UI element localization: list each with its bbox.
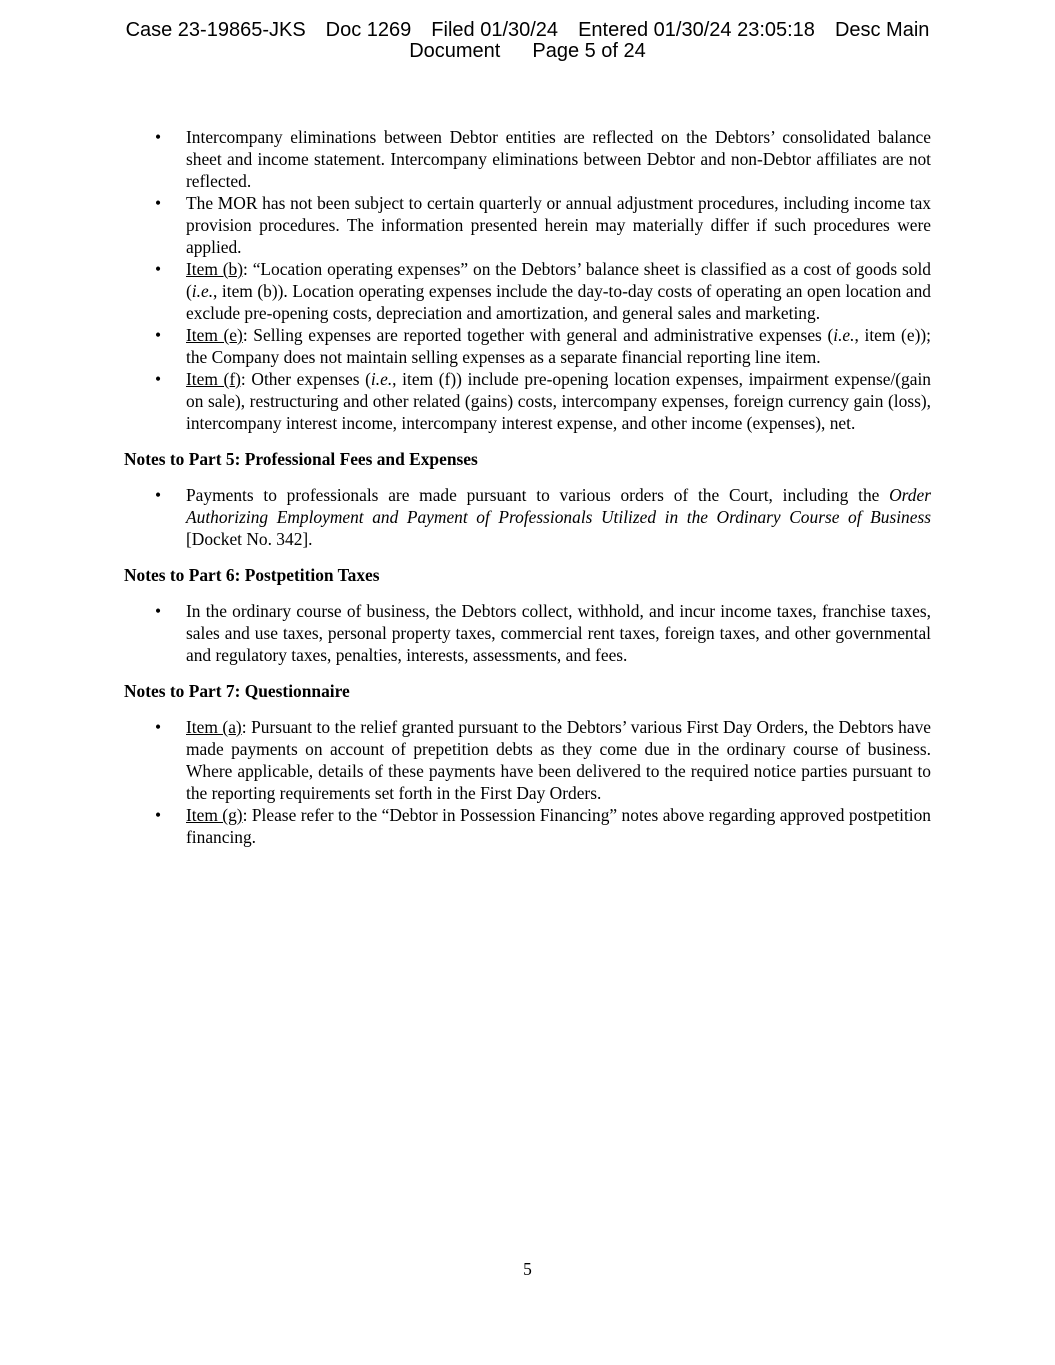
page-number: 5 (523, 1259, 532, 1279)
header-line-1 (0, 20, 1055, 41)
bullet-text: Intercompany eliminations between Debtor entities are reflected on the Debtors’ consolidated balance sheet and income statement. Intercompany eliminations between Debtor and non-Debtor affiliates are not reflected. (186, 127, 931, 191)
italic-text: Order Authorizing Employment and Payment of Professionals Utilized in the Ordinary Course of Business (186, 485, 931, 527)
part-5-bullet-list (124, 484, 931, 550)
section-heading-part-6: Notes to Part 6: Postpetition Taxes (124, 565, 380, 585)
item-label: Item (a) (186, 717, 242, 737)
bullet-icon: • (155, 325, 162, 345)
section-heading-part-5: Notes to Part 5: Professional Fees and Expenses (124, 449, 478, 469)
list-item (124, 716, 931, 804)
bullet-text: : Pursuant to the relief granted pursuant to the Debtors’ various First Day Orders, the Debtors have made payments on account of prepetition debts as they come due in the ordinary course of business. Where applicable, details of these payments have been delivered to the required notice parties pursuant to the reporting requirements set forth in the First Day Orders. (186, 717, 931, 803)
bullet-text: [Docket No. 342]. (186, 529, 313, 549)
item-label: Item (b) (186, 259, 244, 279)
bullet-icon: • (155, 485, 162, 505)
doc-number: Doc 1269 (325, 19, 412, 41)
bullet-text: , item (e)); the Company does not maintain selling expenses as a separate financial reporting line item. (186, 325, 931, 367)
part-7-bullet-list (124, 716, 931, 848)
list-item (124, 258, 931, 324)
bullet-icon: • (155, 601, 162, 621)
italic-text: i.e. (833, 325, 855, 345)
bullet-text: The MOR has not been subject to certain quarterly or annual adjustment procedures, including income tax provision procedures. The information presented herein may materially differ if such procedures were applied. (186, 193, 931, 257)
header-line-2 (0, 41, 1055, 62)
list-item (124, 126, 931, 192)
item-label: Item (e) (186, 325, 243, 345)
filed-date: Filed 01/30/24 (431, 19, 559, 41)
bullet-text: : Selling expenses are reported together with general and administrative expenses ( (242, 325, 834, 345)
desc-label: Desc Main (834, 19, 930, 41)
bullet-icon: • (155, 193, 162, 213)
item-label: Item (g) (186, 805, 243, 825)
bullet-text: , item (f)) include pre-opening location expenses, impairment expense/(gain on sale), restructuring and other related (gains) costs, intercompany expenses, foreign currency gain (loss), intercompany interest income, intercompany interest expense, and other income (expenses), net. (186, 369, 932, 433)
bullet-text: : “Location operating expenses” on the Debtors’ balance sheet is classified as a cost of goods sold ( (186, 259, 931, 301)
document-label: Document (409, 40, 501, 62)
bullet-text: Payments to professionals are made pursuant to various orders of the Court, including the (186, 485, 890, 505)
item-label: Item (f) (186, 369, 241, 389)
list-item (124, 484, 931, 550)
intro-bullet-list (124, 126, 931, 434)
bullet-text: In the ordinary course of business, the Debtors collect, withhold, and incur income taxes, franchise taxes, sales and use taxes, personal property taxes, commercial rent taxes, foreign taxes, and other governmental and regulatory taxes, penalties, interests, assessments, and fees. (186, 601, 931, 665)
section-heading-part-7: Notes to Part 7: Questionnaire (124, 681, 350, 701)
bullet-icon: • (155, 259, 162, 279)
page-count: Page 5 of 24 (532, 40, 646, 62)
list-item (124, 368, 931, 434)
list-item (124, 192, 931, 258)
part-6-bullet-list (124, 600, 931, 666)
bullet-icon: • (155, 717, 162, 737)
italic-text: i.e. (370, 369, 393, 389)
bullet-text: : Please refer to the “Debtor in Possession Financing” notes above regarding approved postpetition financing. (186, 805, 931, 847)
list-item (124, 600, 931, 666)
entered-date: Entered 01/30/24 23:05:18 (578, 19, 815, 41)
list-item (124, 324, 931, 368)
bullet-text: , item (b)). Location operating expenses include the day-to-day costs of operating an open location and exclude pre-opening costs, depreciation and amortization, and general sales and marketing. (186, 281, 931, 323)
case-number: Case 23-19865-JKS (125, 19, 306, 41)
bullet-icon: • (155, 127, 162, 147)
bullet-text: : Other expenses ( (240, 369, 371, 389)
italic-text: i.e. (191, 281, 214, 301)
document-body (124, 126, 931, 848)
court-filing-header (0, 20, 1055, 62)
bullet-icon: • (155, 369, 162, 389)
bullet-icon: • (155, 805, 162, 825)
list-item (124, 804, 931, 848)
